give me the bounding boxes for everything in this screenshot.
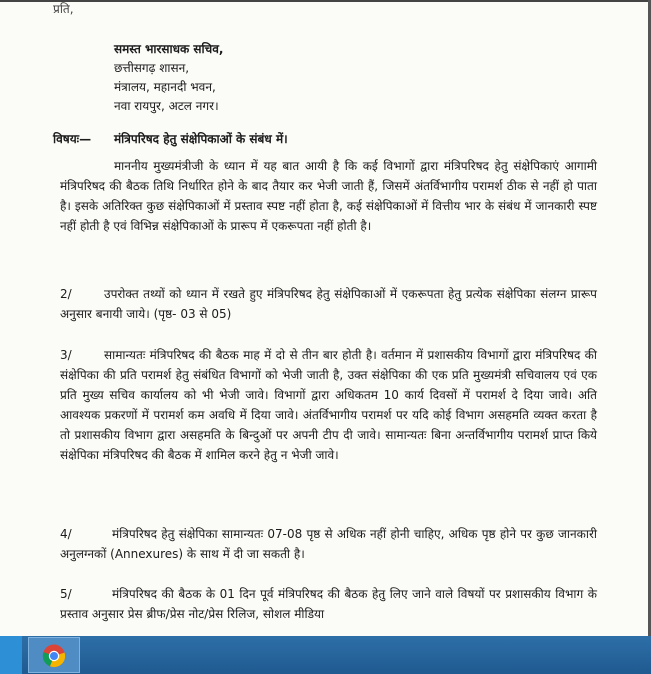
paragraph-number: 4/ (60, 527, 72, 541)
address-line: मंत्रालय, महानदी भवन, (114, 80, 216, 94)
subject-label: विषयः— (53, 132, 92, 146)
prati-label: प्रति, (53, 2, 74, 16)
paragraph-text: सामान्यतः मंत्रिपरिषद की बैठक माह में दो से तीन बार होती है। वर्तमान में प्रशासकीय विभागों द्वारा मंत्रिपरिषद की संक्षेपिका की प्रति परामर्श हेतु संबंधित विभागों को भेजी जाती है, उक्त संक्षेपिका की एक प्रति मुख्यमंत्री सचिवालय एवं एक प्रति मुख्य सचिव कार्यालय को भी भेजी जावे। विभागों द्वारा अधिकतम 10 कार्य दिवसों में परामर्श दे दिया जावे। अति आवश्यक प्रकरणों में परामर्श कम अवधि में दिया जावे। अंतर्विभागीय परामर्श पर यदि कोई विभाग असहमति व्यक्त करता है तो प्रशासकीय विभाग द्वारा असहमति के बिन्दुओं पर अपनी टीप दी जावे। सामान्यतः बिना अन्तर्विभागीय परामर्श प्राप्त किये संक्षेपिका मंत्रिपरिषद की बैठक में शामिल करने हेतु न भेजी जावे। (60, 348, 597, 462)
address-line: छत्तीसगढ़ शासन, (114, 61, 190, 75)
paragraph-3 (60, 345, 597, 465)
paragraph-number: 5/ (60, 587, 72, 601)
paragraph-number: 3/ (60, 348, 72, 362)
start-button[interactable] (0, 636, 22, 674)
paragraph-1: माननीय मुख्यमंत्रीजी के ध्यान में यह बात आयी है कि कई विभागों द्वारा मंत्रिपरिषद हेतु संक्षेपिकाएं आगामी मंत्रिपरिषद की बैठक तिथि निर्धारित होने के बाद तैयार कर भेजी जाती हैं, जिसमें अंतर्विभागीय परामर्श ठीक से नहीं हो पाता है। इसके अतिरिक्त कुछ संक्षेपिकाओं में प्रस्ताव स्पष्ट नहीं होता है, कई संक्षेपिकाओं में वित्तीय भार के संबंध में जानकारी स्पष्ट नहीं होती है एवं विभिन्न संक्षेपिकाओं के प्रारूप में एकरूपता नहीं होती है। (60, 159, 597, 233)
top-border (0, 0, 651, 2)
subject-text: मंत्रिपरिषद हेतु संक्षेपिकाओं के संबंध में। (114, 132, 288, 146)
paragraph-text: उपरोक्त तथ्यों को ध्यान में रखते हुए मंत्रिपरिषद हेतु संक्षेपिकाओं में एकरूपता हेतु प्रत्येक संक्षेपिका संलग्न प्रारूप अनुसार बनायी जाये। (पृष्ठ- 03 से 05) (60, 287, 597, 321)
chrome-icon (42, 644, 66, 668)
address-line: समस्त भारसाधक सचिव, (114, 42, 224, 56)
paragraph-4 (60, 524, 597, 564)
taskbar (0, 636, 651, 674)
paragraph-text: मंत्रिपरिषद हेतु संक्षेपिका सामान्यतः 07-08 पृष्ठ से अधिक नहीं होनी चाहिए, अधिक पृष्ठ होने पर कुछ जानकारी अनुलग्नकों (Annexures) के साथ में दी जा सकती है। (60, 527, 597, 561)
paragraph-5 (60, 584, 597, 624)
paragraph-2 (60, 284, 597, 324)
address-block (114, 40, 224, 116)
chrome-taskbar-button[interactable] (28, 637, 80, 673)
paragraph-text: मंत्रिपरिषद की बैठक के 01 दिन पूर्व मंत्रिपरिषद की बैठक हेतु लिए जाने वाले विषयों पर प्रशासकीय विभाग के प्रस्ताव अनुसार प्रेस ब्रीफ/प्रेस नोट/प्रेस रिलिज, सोशल मीडिया (60, 587, 597, 621)
address-line: नवा रायपुर, अटल नगर। (114, 99, 219, 113)
paragraph-number: 2/ (60, 287, 72, 301)
